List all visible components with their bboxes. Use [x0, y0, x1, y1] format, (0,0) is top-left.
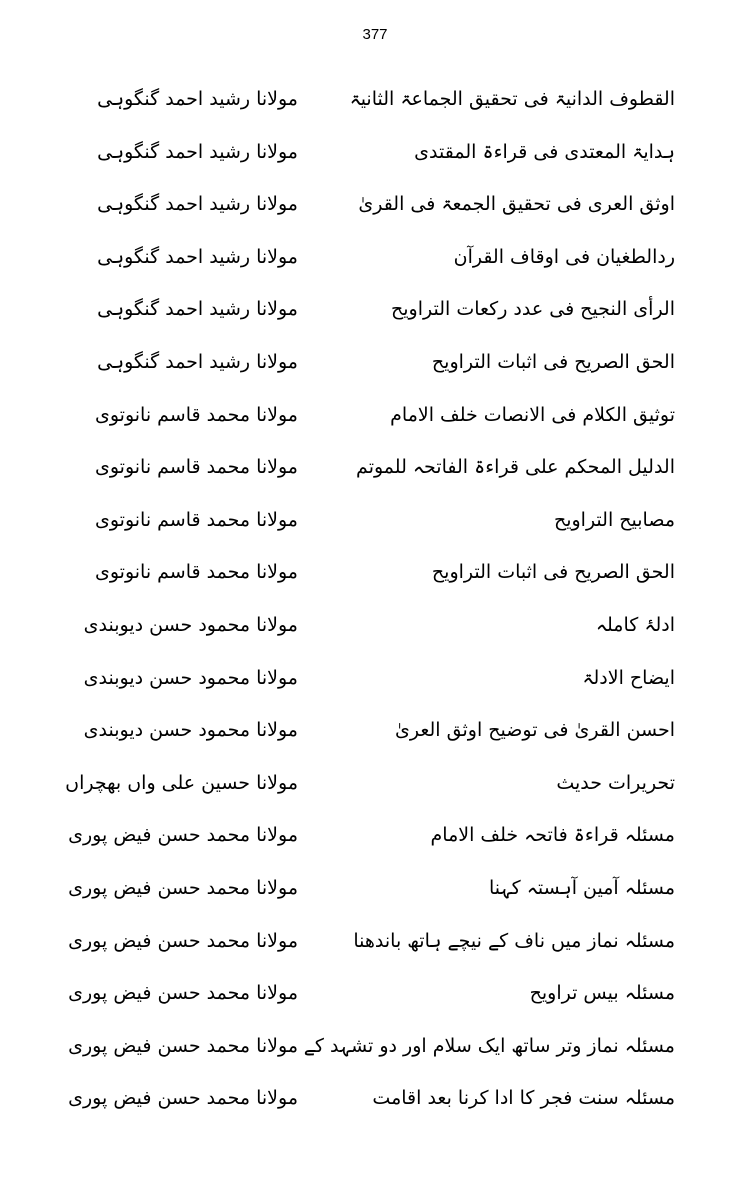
book-title: مصابیح التراویح: [553, 508, 675, 531]
book-title: توثیق الکلام فی الانصات خلف الامام: [390, 403, 675, 426]
book-author: مولانا محمود حسن دیوبندی: [83, 613, 298, 636]
book-title: مسئلہ نماز وتر ساتھ ایک سلام اور دو تشہد کے: [303, 1034, 675, 1057]
book-author: مولانا رشید احمد گنگوہی: [97, 245, 298, 268]
list-item: [0, 76, 750, 129]
book-title: اوثق العری فی تحقیق الجمعۃ فی القریٰ: [358, 193, 675, 216]
list-item: [0, 234, 750, 287]
list-item: [0, 760, 750, 813]
list-item: [0, 1023, 750, 1076]
list-item: [0, 286, 750, 339]
book-title: مسئلہ نماز میں ناف کے نیچے ہاتھ باندھنا: [353, 929, 675, 952]
book-title: الدلیل المحکم علی قراءۃ الفاتحہ للموتم: [356, 456, 675, 479]
book-author: مولانا رشید احمد گنگوہی: [97, 193, 298, 216]
page-number: 377: [362, 26, 388, 43]
list-item: [0, 392, 750, 445]
book-author: مولانا محمد قاسم نانوتوی: [94, 403, 298, 426]
book-title: تحریرات حدیث: [556, 771, 675, 794]
book-author: مولانا محمد حسن فیض پوری: [68, 929, 298, 952]
book-author: مولانا محمد حسن فیض پوری: [68, 824, 298, 847]
list-item: [0, 339, 750, 392]
list-item: [0, 707, 750, 760]
book-title: مسئلہ قراءۃ فاتحہ خلف الامام: [430, 824, 675, 847]
book-title: مسئلہ آمین آہستہ کہنا: [489, 876, 675, 899]
book-title: مسئلہ بیس تراویح: [529, 982, 675, 1005]
book-title: الرأی النجیح فی عدد رکعات التراویح: [390, 298, 675, 321]
book-author: مولانا محمد حسن فیض پوری: [68, 1034, 298, 1057]
book-title: ردالطغیان فی اوقاف القرآن: [453, 245, 675, 268]
book-author: مولانا رشید احمد گنگوہی: [97, 298, 298, 321]
list-item: [0, 970, 750, 1023]
list-item: [0, 812, 750, 865]
list-item: [0, 655, 750, 708]
book-title: ایضاح الادلۃ: [582, 666, 675, 689]
book-author: مولانا رشید احمد گنگوہی: [97, 88, 298, 110]
book-author: مولانا محمد حسن فیض پوری: [68, 1087, 298, 1110]
list-item: [0, 602, 750, 655]
book-author: مولانا محمد قاسم نانوتوی: [94, 561, 298, 584]
list-item: [0, 1075, 750, 1128]
book-title: الحق الصریح فی اثبات التراویح: [431, 561, 675, 584]
book-title: ادلۂ کاملہ: [595, 613, 675, 636]
list-item: [0, 444, 750, 497]
book-author: مولانا محمود حسن دیوبندی: [83, 719, 298, 742]
book-list: [0, 76, 750, 1128]
book-author: مولانا محمود حسن دیوبندی: [83, 666, 298, 689]
book-title: ہدایۃ المعتدی فی قراءۃ المقتدی: [414, 140, 675, 163]
list-item: [0, 918, 750, 971]
book-author: مولانا محمد حسن فیض پوری: [68, 876, 298, 899]
book-title: القطوف الدانیۃ فی تحقیق الجماعۃ الثانیۃ: [349, 88, 675, 110]
book-author: مولانا محمد قاسم نانوتوی: [94, 456, 298, 479]
book-author: مولانا محمد قاسم نانوتوی: [94, 508, 298, 531]
book-title: الحق الصریح فی اثبات التراویح: [431, 350, 675, 373]
list-item: [0, 181, 750, 234]
list-item: [0, 865, 750, 918]
book-author: مولانا رشید احمد گنگوہی: [97, 350, 298, 373]
book-author: مولانا حسین علی واں بھچراں: [65, 771, 298, 794]
list-item: [0, 129, 750, 182]
book-title: احسن القریٰ فی توضیح اوثق العریٰ: [395, 719, 675, 742]
book-author: مولانا رشید احمد گنگوہی: [97, 140, 298, 163]
book-author: مولانا محمد حسن فیض پوری: [68, 982, 298, 1005]
book-title: مسئلہ سنت فجر کا ادا کرنا بعد اقامت: [372, 1087, 675, 1110]
list-item: [0, 549, 750, 602]
list-item: [0, 497, 750, 550]
